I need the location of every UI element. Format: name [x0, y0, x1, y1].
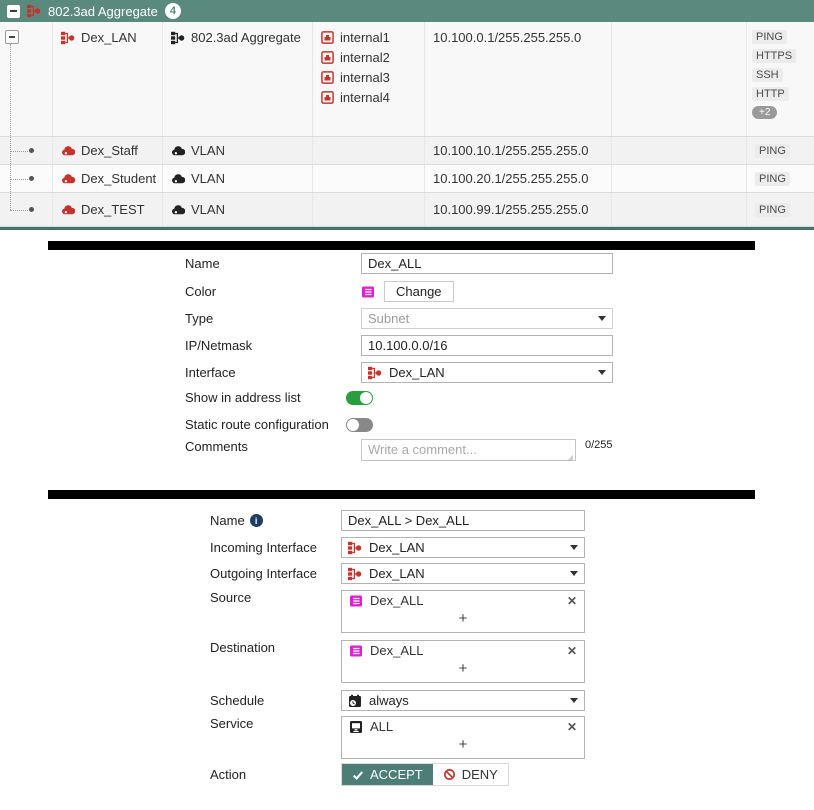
type-cell: [163, 193, 313, 226]
incoming-interface-value: Dex_LAN: [369, 540, 425, 555]
outgoing-interface-value: Dex_LAN: [369, 566, 425, 581]
section-separator-bar: [48, 490, 755, 499]
policy-name-label: Name: [210, 513, 245, 528]
service-value: ALL: [370, 719, 394, 734]
access-badge: HTTP: [752, 87, 789, 101]
member-name: internal4: [340, 90, 390, 105]
vlan-icon: [61, 172, 75, 186]
chevron-down-icon: [570, 571, 578, 576]
aggregate-icon: [61, 31, 75, 45]
interface-select[interactable]: [361, 362, 613, 383]
members-cell: [313, 193, 425, 226]
check-icon: [352, 769, 364, 781]
outgoing-interface-label: Outgoing Interface: [210, 566, 317, 581]
vlan-icon: [61, 144, 75, 158]
chevron-down-icon: [570, 698, 578, 703]
color-change-button[interactable]: Change: [384, 281, 454, 302]
tree-line-branch: [10, 210, 28, 211]
address-color-swatch-icon: [361, 285, 375, 299]
source-value: Dex_ALL: [370, 593, 424, 608]
source-label: Source: [210, 590, 252, 605]
access-badge: HTTPS: [752, 49, 796, 63]
toggle-knob: [360, 392, 372, 404]
tree-line-vertical: [10, 44, 11, 210]
resize-grip-icon[interactable]: [566, 454, 573, 461]
service-icon: [349, 720, 363, 734]
member-name: internal1: [340, 30, 390, 45]
aggregate-type-icon: [171, 31, 185, 45]
chevron-down-icon: [570, 545, 578, 550]
interface-group-header[interactable]: [0, 0, 814, 22]
type-label: Type: [185, 311, 214, 326]
incoming-interface-select[interactable]: [341, 537, 585, 558]
vlan-type-icon: [171, 172, 185, 186]
action-button-group: [341, 763, 509, 786]
access-cell: [747, 22, 814, 136]
tree-bullet: [29, 176, 34, 181]
access-cell: [747, 137, 814, 164]
access-cell: [747, 193, 814, 226]
interface-value: Dex_LAN: [389, 365, 445, 380]
ip-cell: [425, 137, 612, 164]
ip-netmask: 10.100.10.1/255.255.255.0: [433, 143, 589, 158]
name-cell: [53, 193, 163, 226]
ethernet-port-icon: [321, 71, 334, 84]
ip-netmask: 10.100.0.1/255.255.255.0: [433, 30, 582, 45]
add-service-button[interactable]: +: [458, 736, 468, 753]
service-entry[interactable]: [342, 717, 584, 736]
source-entry[interactable]: [342, 591, 584, 610]
toggle-knob: [347, 419, 359, 431]
group-title: 802.3ad Aggregate: [48, 3, 158, 19]
ip-cell: [425, 193, 612, 226]
ref-cell: [612, 165, 747, 192]
static-route-config-label: Static route configuration: [185, 417, 329, 432]
destination-value: Dex_ALL: [370, 643, 424, 658]
ethernet-port-icon: [321, 91, 334, 104]
ip-cell: [425, 22, 612, 136]
destination-label: Destination: [210, 640, 276, 655]
interface-type: VLAN: [191, 202, 225, 217]
address-icon: [349, 644, 363, 658]
comments-char-counter: 0/255: [585, 439, 613, 451]
info-icon: i: [250, 514, 263, 527]
interface-name: Dex_LAN: [81, 30, 137, 45]
access-badge: PING: [755, 172, 790, 186]
tree-bullet: [29, 207, 34, 212]
aggregate-icon: [368, 366, 382, 380]
interface-name: Dex_Student: [81, 171, 157, 186]
aggregate-icon: [348, 541, 362, 555]
interface-type: VLAN: [191, 143, 225, 158]
remove-icon[interactable]: ✕: [566, 719, 577, 734]
destination-box: [341, 640, 585, 683]
remove-icon[interactable]: ✕: [566, 643, 577, 658]
member-name: internal3: [340, 70, 390, 85]
name-label: Name: [185, 256, 220, 271]
collapse-group-icon[interactable]: [7, 5, 20, 18]
schedule-label: Schedule: [210, 693, 265, 708]
ip-netmask: 10.100.99.1/255.255.255.0: [433, 202, 589, 217]
color-label: Color: [185, 284, 217, 299]
name-cell: [53, 22, 163, 136]
section-separator-bar: [48, 241, 755, 250]
members-cell: [313, 22, 425, 136]
vlan-type-icon: [171, 203, 185, 217]
type-select[interactable]: [361, 308, 613, 329]
deny-button[interactable]: [433, 764, 508, 785]
ip-netmask-label: IP/Netmask: [185, 338, 253, 353]
interface-name: Dex_Staff: [81, 143, 138, 158]
collapse-row-icon[interactable]: [5, 30, 19, 44]
schedule-select[interactable]: [341, 690, 585, 711]
type-value: Subnet: [368, 311, 410, 326]
access-badge: PING: [752, 30, 787, 44]
vlan-type-icon: [171, 144, 185, 158]
ref-cell: [612, 137, 747, 164]
aggregate-icon: [348, 567, 362, 581]
add-source-button[interactable]: +: [458, 610, 468, 627]
interface-name: Dex_TEST: [81, 202, 145, 217]
incoming-interface-label: Incoming Interface: [210, 540, 317, 555]
chevron-down-icon: [598, 316, 606, 321]
access-cell: [747, 165, 814, 192]
ip-netmask-input[interactable]: [361, 335, 613, 356]
table-row-dex-student[interactable]: [0, 165, 814, 193]
interface-label: Interface: [185, 365, 236, 380]
schedule-icon: [348, 694, 362, 708]
outgoing-interface-select[interactable]: [341, 563, 585, 584]
policy-name-input[interactable]: [341, 510, 585, 531]
ethernet-port-icon: [321, 31, 334, 44]
tree-line-branch: [10, 179, 28, 180]
tree-bullet: [29, 148, 34, 153]
destination-entry[interactable]: [342, 641, 584, 660]
table-row-dex-test[interactable]: [0, 193, 814, 227]
deny-label: DENY: [461, 767, 498, 782]
deny-icon: [443, 768, 456, 781]
tree-line-branch: [10, 151, 28, 152]
service-label: Service: [210, 716, 254, 731]
interface-table: [0, 0, 814, 230]
remove-icon[interactable]: ✕: [566, 593, 577, 608]
access-badge: PING: [755, 203, 790, 217]
show-in-address-list-label: Show in address list: [185, 390, 301, 405]
table-row-dex-staff[interactable]: [0, 137, 814, 165]
address-name-input[interactable]: [361, 253, 613, 274]
ref-cell: [612, 22, 747, 136]
action-label: Action: [210, 767, 247, 782]
name-cell: [53, 137, 163, 164]
members-cell: [313, 165, 425, 192]
address-form: [185, 253, 645, 468]
interface-type: 802.3ad Aggregate: [191, 30, 301, 45]
add-destination-button[interactable]: +: [458, 660, 468, 677]
service-box: [341, 716, 585, 759]
access-more-badge: +2: [752, 106, 777, 119]
access-badge: PING: [755, 144, 790, 158]
access-badge: SSH: [752, 68, 783, 82]
type-cell: [163, 22, 313, 136]
ref-cell: [612, 193, 747, 226]
interface-type: VLAN: [191, 171, 225, 186]
static-route-config-toggle[interactable]: [346, 418, 373, 432]
name-cell: [53, 165, 163, 192]
ethernet-port-icon: [321, 51, 334, 64]
table-row-dex-lan[interactable]: [0, 22, 814, 137]
source-box: [341, 590, 585, 633]
ip-cell: [425, 165, 612, 192]
vlan-icon: [61, 203, 75, 217]
address-icon: [349, 594, 363, 608]
type-cell: [163, 137, 313, 164]
type-cell: [163, 165, 313, 192]
comments-label: Comments: [185, 439, 248, 454]
show-in-address-list-toggle[interactable]: [346, 391, 373, 405]
members-cell: [313, 137, 425, 164]
policy-form: [210, 510, 650, 790]
group-count-badge: 4: [165, 3, 181, 19]
comments-textarea[interactable]: [361, 439, 576, 461]
ip-netmask: 10.100.20.1/255.255.255.0: [433, 171, 589, 186]
member-name: internal2: [340, 50, 390, 65]
chevron-down-icon: [598, 370, 606, 375]
schedule-value: always: [369, 693, 409, 708]
aggregate-icon: [27, 4, 41, 18]
accept-label: ACCEPT: [370, 767, 423, 782]
accept-button[interactable]: [342, 764, 433, 785]
